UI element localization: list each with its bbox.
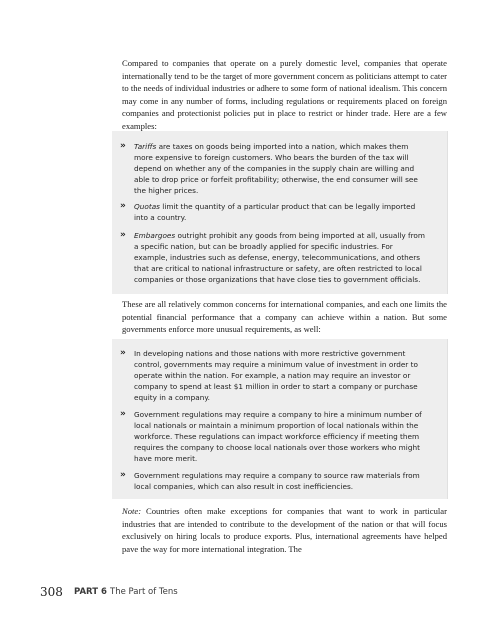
term-quotas: Quotas — [134, 202, 160, 211]
list-item-quotas — [120, 201, 426, 223]
note-text: Countries often make exceptions for companies that want to work in particular industries that are intended to contribute to the development of the nation or that will focus exclusively on hiring locals to produce exports. Plus, international agreements have helped pave the way for more international integration. The — [122, 506, 447, 554]
embargoes-text: outright prohibit any goods from being imported at all, usually from a specific nation, but can be broadly applied for specific industries. For example, industries such as defense, energy, telecommunications, and others that are critical to national infrastructure or safety, are often restricted to local companies or those organizations that have close ties to government officials. — [134, 231, 425, 284]
list-item-minimum-investment — [120, 348, 426, 403]
bullet-icon: » — [120, 409, 125, 419]
bullet-icon: » — [120, 470, 125, 480]
list-item-local-sourcing — [120, 470, 426, 492]
transition-paragraph: These are all relatively common concerns for international companies, and each one limits the potential financial performance that a company can achieve within a nation. But some governments enforce more unusual requirements, as well: — [122, 299, 447, 334]
list-item-embargoes — [120, 230, 426, 285]
page-number: 308 — [40, 585, 63, 599]
quotas-text: limit the quantity of a particular product that can be legally imported into a country. — [134, 202, 416, 222]
local-hiring-text: Government regulations may require a company to hire a minimum number of local nationals or maintain a minimum proportion of local nationals within the workforce. These regulations can impact workforce efficiency if meeting them requires the company to choose local nationals over those workers who might have more merit. — [134, 410, 422, 463]
term-tariffs: Tariffs — [134, 142, 157, 151]
tariffs-text: are taxes on goods being imported into a nation, which makes them more expensive to foreign customers. Who bears the burden of the tax will depend on whether any of the companies in the supply chain are willing and able to drop price or forfeit profitability; otherwise, the end consumer will see the higher prices. — [134, 142, 418, 195]
bullet-icon: » — [120, 348, 125, 358]
list-item-tariffs — [120, 141, 426, 196]
unusual-requirements-box — [112, 339, 448, 499]
part-title: The Part of Tens — [110, 587, 178, 597]
minimum-investment-text: In developing nations and those nations with more restrictive government control, governments may require a minimum value of investment in order to operate within the nation. For example, a nation may require an investor or company to spend at least $1 million in order to start a company or purchase equity in a company. — [134, 349, 418, 402]
intro-paragraph: Compared to companies that operate on a purely domestic level, companies that operate internationally tend to be the target of more government concern as politicians attempt to cater to the needs of individual industries or adhere to some form of national idealism. This concern may come in any number of forms, including regulations or requirements placed on foreign companies and protectionist policies put in place to restrict or hinder trade. Here are a few examples: — [122, 58, 447, 131]
note-label: Note: — [122, 506, 142, 516]
local-sourcing-text: Government regulations may require a company to source raw materials from local companies, which can also result in cost inefficiencies. — [134, 471, 420, 491]
bullet-icon: » — [120, 141, 125, 151]
bullet-icon: » — [120, 230, 125, 240]
part-label: PART 6 — [74, 587, 107, 597]
term-embargoes: Embargoes — [134, 231, 176, 240]
note-paragraph — [122, 505, 447, 555]
bullet-icon: » — [120, 201, 125, 211]
examples-sidebar-box — [112, 131, 448, 294]
list-item-local-hiring — [120, 409, 426, 464]
